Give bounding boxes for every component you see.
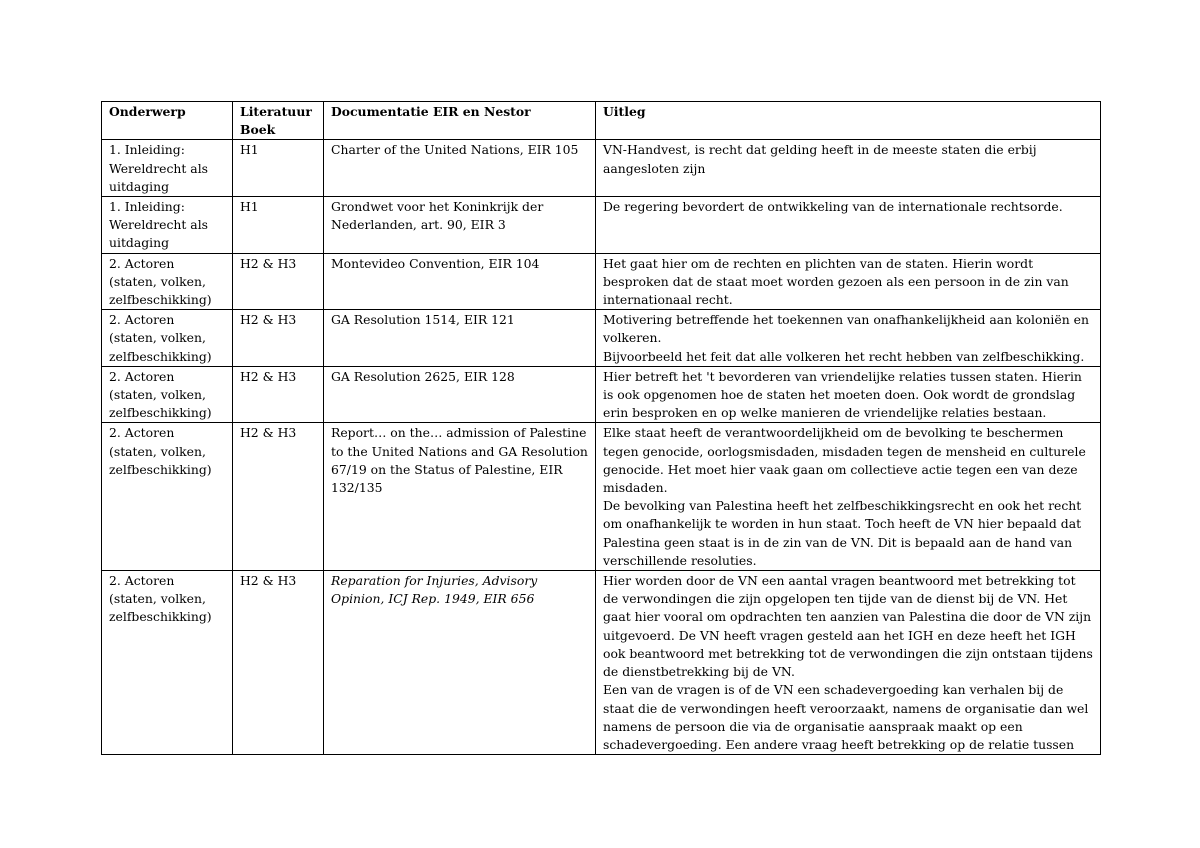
cell-onderwerp: 2. Actoren (staten, volken, zelfbeschikking) — [102, 310, 233, 367]
header-uitleg: Uitleg — [596, 102, 1101, 140]
uitleg-paragraph: Motivering betreffende het toekennen van onafhankelijkheid aan koloniën en volkeren. — [603, 312, 1089, 346]
table-body — [102, 140, 1101, 755]
cell-onderwerp: 2. Actoren (staten, volken, zelfbeschikking) — [102, 571, 233, 755]
cell-onderwerp: 2. Actoren (staten, volken, zelfbeschikking) — [102, 253, 233, 310]
uitleg-paragraph: Hier betreft het 't bevorderen van vriendelijke relaties tussen staten. Hierin is ook opgenomen hoe de staten het moeten doen. Ook wordt de grondslag erin besproken en op welke manieren de vriendelijke relaties bestaan. — [603, 368, 1082, 421]
cell-onderwerp: 1. Inleiding: Wereldrecht als uitdaging — [102, 197, 233, 254]
uitleg-paragraph: VN-Handvest, is recht dat gelding heeft in de meeste staten die erbij aangesloten zijn — [603, 142, 1037, 176]
cell-documentatie: Report… on the… admission of Palestine to the United Nations and GA Resolution 67/19 on the Status of Palestine, EIR 132/135 — [324, 423, 596, 571]
header-onderwerp: Onderwerp — [102, 102, 233, 140]
table-row — [102, 423, 1101, 571]
cell-documentatie: Grondwet voor het Koninkrijk der Nederlanden, art. 90, EIR 3 — [324, 197, 596, 254]
cell-uitleg — [596, 423, 1101, 571]
table-row — [102, 253, 1101, 310]
table-row — [102, 571, 1101, 755]
cell-literatuur: H2 & H3 — [233, 571, 324, 755]
study-overview-table — [101, 101, 1101, 755]
uitleg-paragraph: De bevolking van Palestina heeft het zelfbeschikkingsrecht en ook het recht om onafhankelijk te worden in hun staat. Toch heeft de VN hier bepaald dat Palestina geen staat is in de zin van de VN. Dit is bepaald aan de hand van verschillende resoluties. — [603, 498, 1082, 568]
header-documentatie: Documentatie EIR en Nestor — [324, 102, 596, 140]
cell-uitleg — [596, 197, 1101, 254]
cell-onderwerp: 1. Inleiding: Wereldrecht als uitdaging — [102, 140, 233, 197]
table-header — [102, 102, 1101, 140]
cell-uitleg — [596, 310, 1101, 367]
table-row — [102, 310, 1101, 367]
uitleg-paragraph: Bijvoorbeeld het feit dat alle volkeren het recht hebben van zelfbeschikking. — [603, 348, 1085, 364]
cell-literatuur: H2 & H3 — [233, 366, 324, 423]
uitleg-paragraph: Een van de vragen is of de VN een schadevergoeding kan verhalen bij de staat die de verwondingen heeft veroorzaakt, namens de organisatie dan wel namens de persoon die via de organisatie aanspraak maakt op een schadevergoeding. Een andere vraag heeft betrekking op de relatie tussen — [603, 682, 1089, 752]
cell-documentatie: GA Resolution 1514, EIR 121 — [324, 310, 596, 367]
cell-onderwerp: 2. Actoren (staten, volken, zelfbeschikking) — [102, 423, 233, 571]
uitleg-paragraph: Het gaat hier om de rechten en plichten van de staten. Hierin wordt besproken dat de staat moet worden gezoen als een persoon in de zin van internationaal recht. — [603, 255, 1069, 308]
cell-documentatie: GA Resolution 2625, EIR 128 — [324, 366, 596, 423]
cell-uitleg — [596, 253, 1101, 310]
table-row — [102, 140, 1101, 197]
cell-uitleg — [596, 571, 1101, 755]
header-row — [102, 102, 1101, 140]
table-row — [102, 197, 1101, 254]
cell-literatuur: H2 & H3 — [233, 253, 324, 310]
cell-documentatie: Montevideo Convention, EIR 104 — [324, 253, 596, 310]
cell-onderwerp: 2. Actoren (staten, volken, zelfbeschikking) — [102, 366, 233, 423]
cell-uitleg — [596, 366, 1101, 423]
uitleg-paragraph: Hier worden door de VN een aantal vragen beantwoord met betrekking tot de verwondingen die zijn opgelopen ten tijde van de dienst bij de VN. Het gaat hier vooral om opdrachten ten aanzien van Palestina die door de VN zijn uitgevoerd. De VN heeft vragen gesteld aan het IGH en deze heeft het IGH ook beantwoord met betrekking tot de verwondingen die zijn ontstaan tijdens de dienstbetrekking bij de VN. — [603, 573, 1093, 680]
uitleg-paragraph: Elke staat heeft de verantwoordelijkheid om de bevolking te beschermen tegen genocide, oorlogsmisdaden, misdaden tegen de mensheid en culturele genocide. Het moet hier vaak gaan om collectieve actie tegen een van deze misdaden. — [603, 425, 1086, 496]
header-literatuur: Literatuur Boek — [233, 102, 324, 140]
cell-uitleg — [596, 140, 1101, 197]
cell-documentatie: Charter of the United Nations, EIR 105 — [324, 140, 596, 197]
cell-literatuur: H1 — [233, 140, 324, 197]
cell-literatuur: H2 & H3 — [233, 423, 324, 571]
uitleg-paragraph: De regering bevordert de ontwikkeling van de internationale rechtsorde. — [603, 199, 1063, 215]
table-row — [102, 366, 1101, 423]
cell-literatuur: H1 — [233, 197, 324, 254]
cell-literatuur: H2 & H3 — [233, 310, 324, 367]
cell-documentatie: Reparation for Injuries, Advisory Opinion, ICJ Rep. 1949, EIR 656 — [324, 571, 596, 755]
